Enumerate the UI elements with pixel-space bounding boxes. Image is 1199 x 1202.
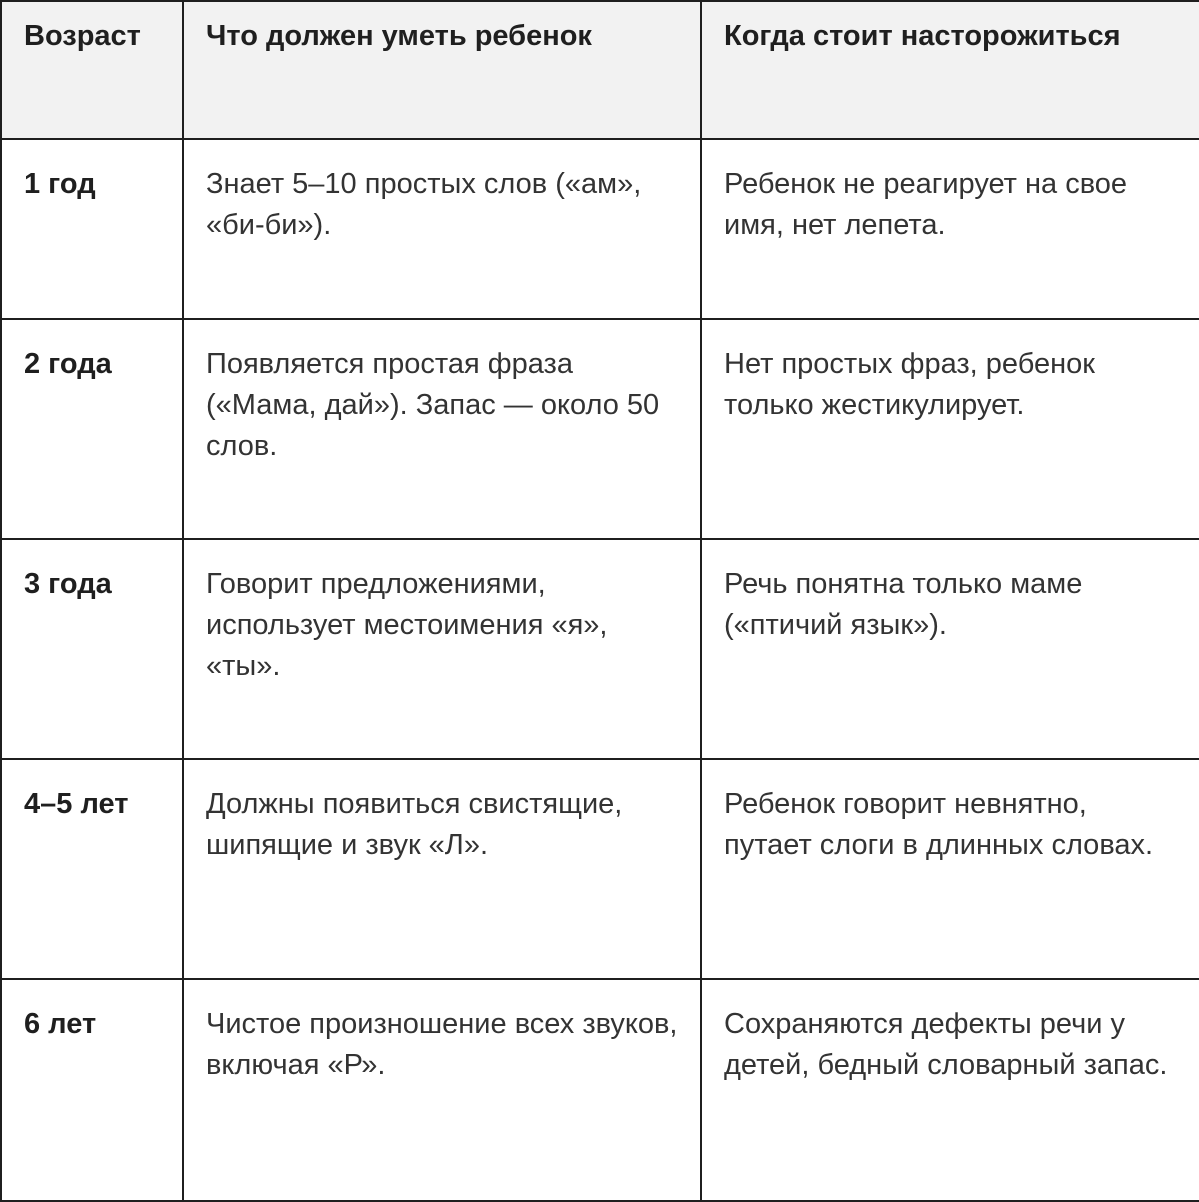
table-header-row (1, 1, 1199, 139)
should-can-cell: Чистое произношение всех звуков, включая «Р». (183, 979, 701, 1201)
warning-cell: Нет простых фраз, ребенок только жестикулирует. (701, 319, 1199, 539)
header-age: Возраст (1, 1, 183, 139)
age-cell: 2 года (1, 319, 183, 539)
should-can-cell: Знает 5–10 простых слов («ам», «би-би»). (183, 139, 701, 319)
should-can-cell: Появляется простая фраза («Мама, дай»). Запас — около 50 слов. (183, 319, 701, 539)
table-row (1, 759, 1199, 979)
age-cell: 6 лет (1, 979, 183, 1201)
table-row (1, 139, 1199, 319)
table-row (1, 319, 1199, 539)
age-cell: 1 год (1, 139, 183, 319)
table-row (1, 979, 1199, 1201)
age-cell: 4–5 лет (1, 759, 183, 979)
should-can-cell: Должны появиться свистящие, шипящие и звук «Л». (183, 759, 701, 979)
header-should-can: Что должен уметь ребенок (183, 1, 701, 139)
warning-cell: Речь понятна только маме («птичий язык»). (701, 539, 1199, 759)
age-cell: 3 года (1, 539, 183, 759)
should-can-cell: Говорит предложениями, использует местоимения «я», «ты». (183, 539, 701, 759)
warning-cell: Сохраняются дефекты речи у детей, бедный словарный запас. (701, 979, 1199, 1201)
warning-cell: Ребенок не реагирует на свое имя, нет лепета. (701, 139, 1199, 319)
header-warning: Когда стоит насторожиться (701, 1, 1199, 139)
warning-cell: Ребенок говорит невнятно, путает слоги в длинных словах. (701, 759, 1199, 979)
table-row (1, 539, 1199, 759)
